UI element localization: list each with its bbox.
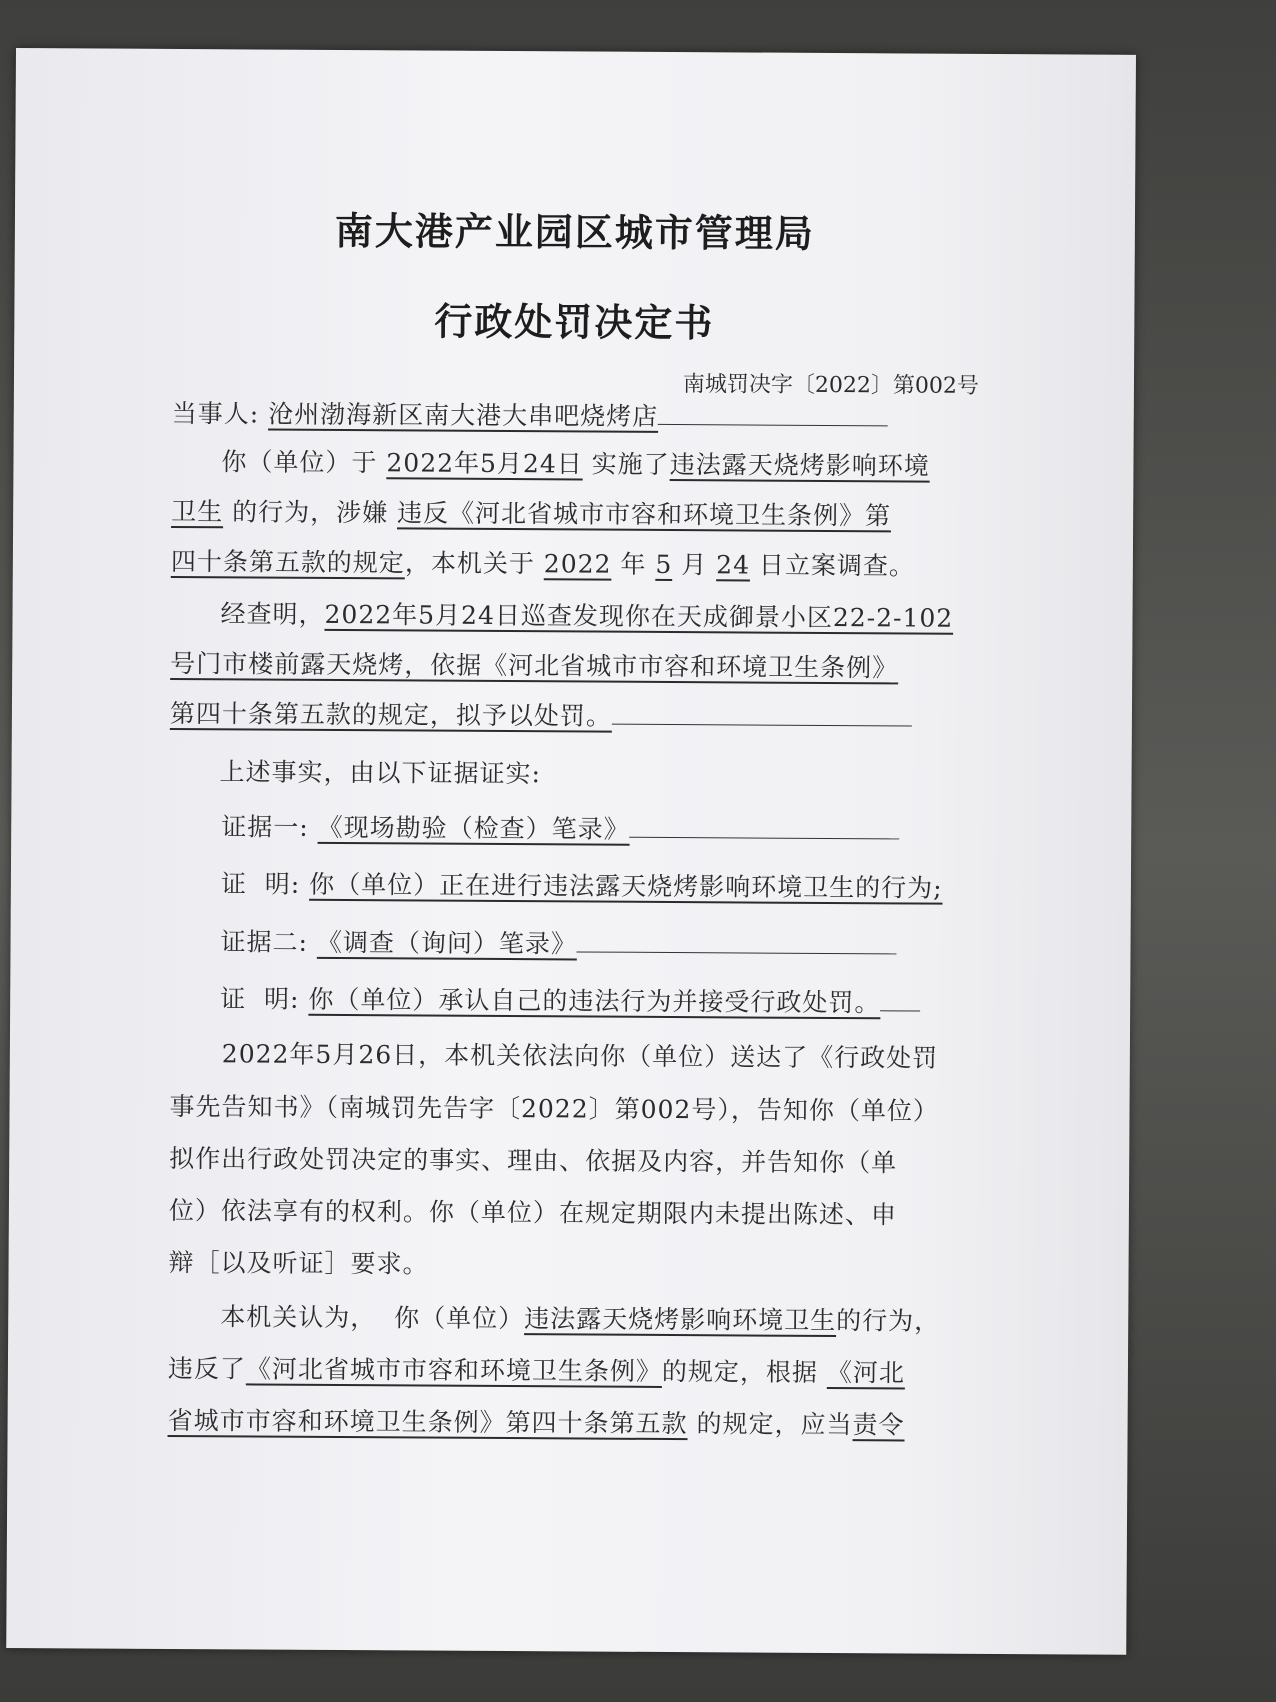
- case-year: 2022: [543, 549, 612, 579]
- para2-line1: 经查明，2022年5月24日巡查发现你在天成御景小区22-2-102: [220, 599, 954, 633]
- case-day: 24: [716, 550, 751, 580]
- party-line: [172, 394, 889, 434]
- para1-line3: 四十条第五款的规定，本机关于 2022 年 5 月 24 日立案调查。: [170, 546, 916, 581]
- party-label: 当事人:: [171, 398, 260, 429]
- para4-line2: 违反了《河北省城市市容和环境卫生条例》的规定，根据 《河北: [167, 1353, 906, 1388]
- offense-date: 2022年5月24日: [386, 448, 583, 479]
- para3-line5: 辩［以及听证］要求。: [168, 1247, 429, 1279]
- document-title: 行政处罚决定书: [434, 298, 715, 346]
- proof-1: 证 明: 你（单位）正在进行违法露天烧烤影响环境卫生的行为;: [220, 869, 943, 903]
- case-month: 5: [655, 549, 673, 580]
- para3-line2: 事先告知书》（南城罚先告字〔2022〕第002号），告知你（单位）: [169, 1091, 939, 1126]
- document-number: 南城罚决字〔2022〕第002号: [682, 372, 980, 399]
- para1-line1: 你（单位）于 2022年5月24日 实施了违法露天烧烤影响环境: [221, 447, 930, 481]
- issuer-title: 南大港产业园区城市管理局: [334, 207, 816, 256]
- evidence-intro: 上述事实，由以下证据证实:: [219, 757, 542, 789]
- evidence-2: 证据二: 《调查（询问）笔录》: [220, 922, 897, 962]
- para3-line3: 拟作出行政处罚决定的事实、理由、依据及内容，并告知你（单: [169, 1143, 898, 1178]
- proof-2: 证 明: 你（单位）承认自己的违法行为并接受行政处罚。: [220, 979, 921, 1019]
- para4-line3: 省城市市容和环境卫生条例》第四十条第五款 的规定，应当责令: [167, 1405, 905, 1440]
- para2-line3: 第四十条第五款的规定，拟予以处罚。: [170, 694, 912, 735]
- para2-line2: 号门市楼前露天烧烤，依据《河北省城市市容和环境卫生条例》: [170, 648, 899, 683]
- para1-line2: 卫生 的行为，涉嫌 违反《河北省城市市容和环境卫生条例》第: [171, 496, 892, 531]
- para4-line1: 本机关认为， 你（单位）违法露天烧烤影响环境卫生的行为，: [220, 1302, 941, 1336]
- offense-act: 违法露天烧烤影响环境: [669, 450, 930, 481]
- para3-line1: 2022年5月26日，本机关依法向你（单位）送达了《行政处罚: [221, 1039, 939, 1073]
- para3-line4: 位）依法享有的权利。你（单位）在规定期限内未提出陈述、申: [168, 1195, 897, 1230]
- evidence-1: 证据一: 《现场勘验（检查）笔录》: [221, 807, 900, 847]
- party-value: 沧州渤海新区南大港大串吧烧烤店: [268, 399, 659, 431]
- violated-law: 违反《河北省城市市容和环境卫生条例》第: [397, 498, 892, 531]
- document-page: [6, 48, 1136, 1655]
